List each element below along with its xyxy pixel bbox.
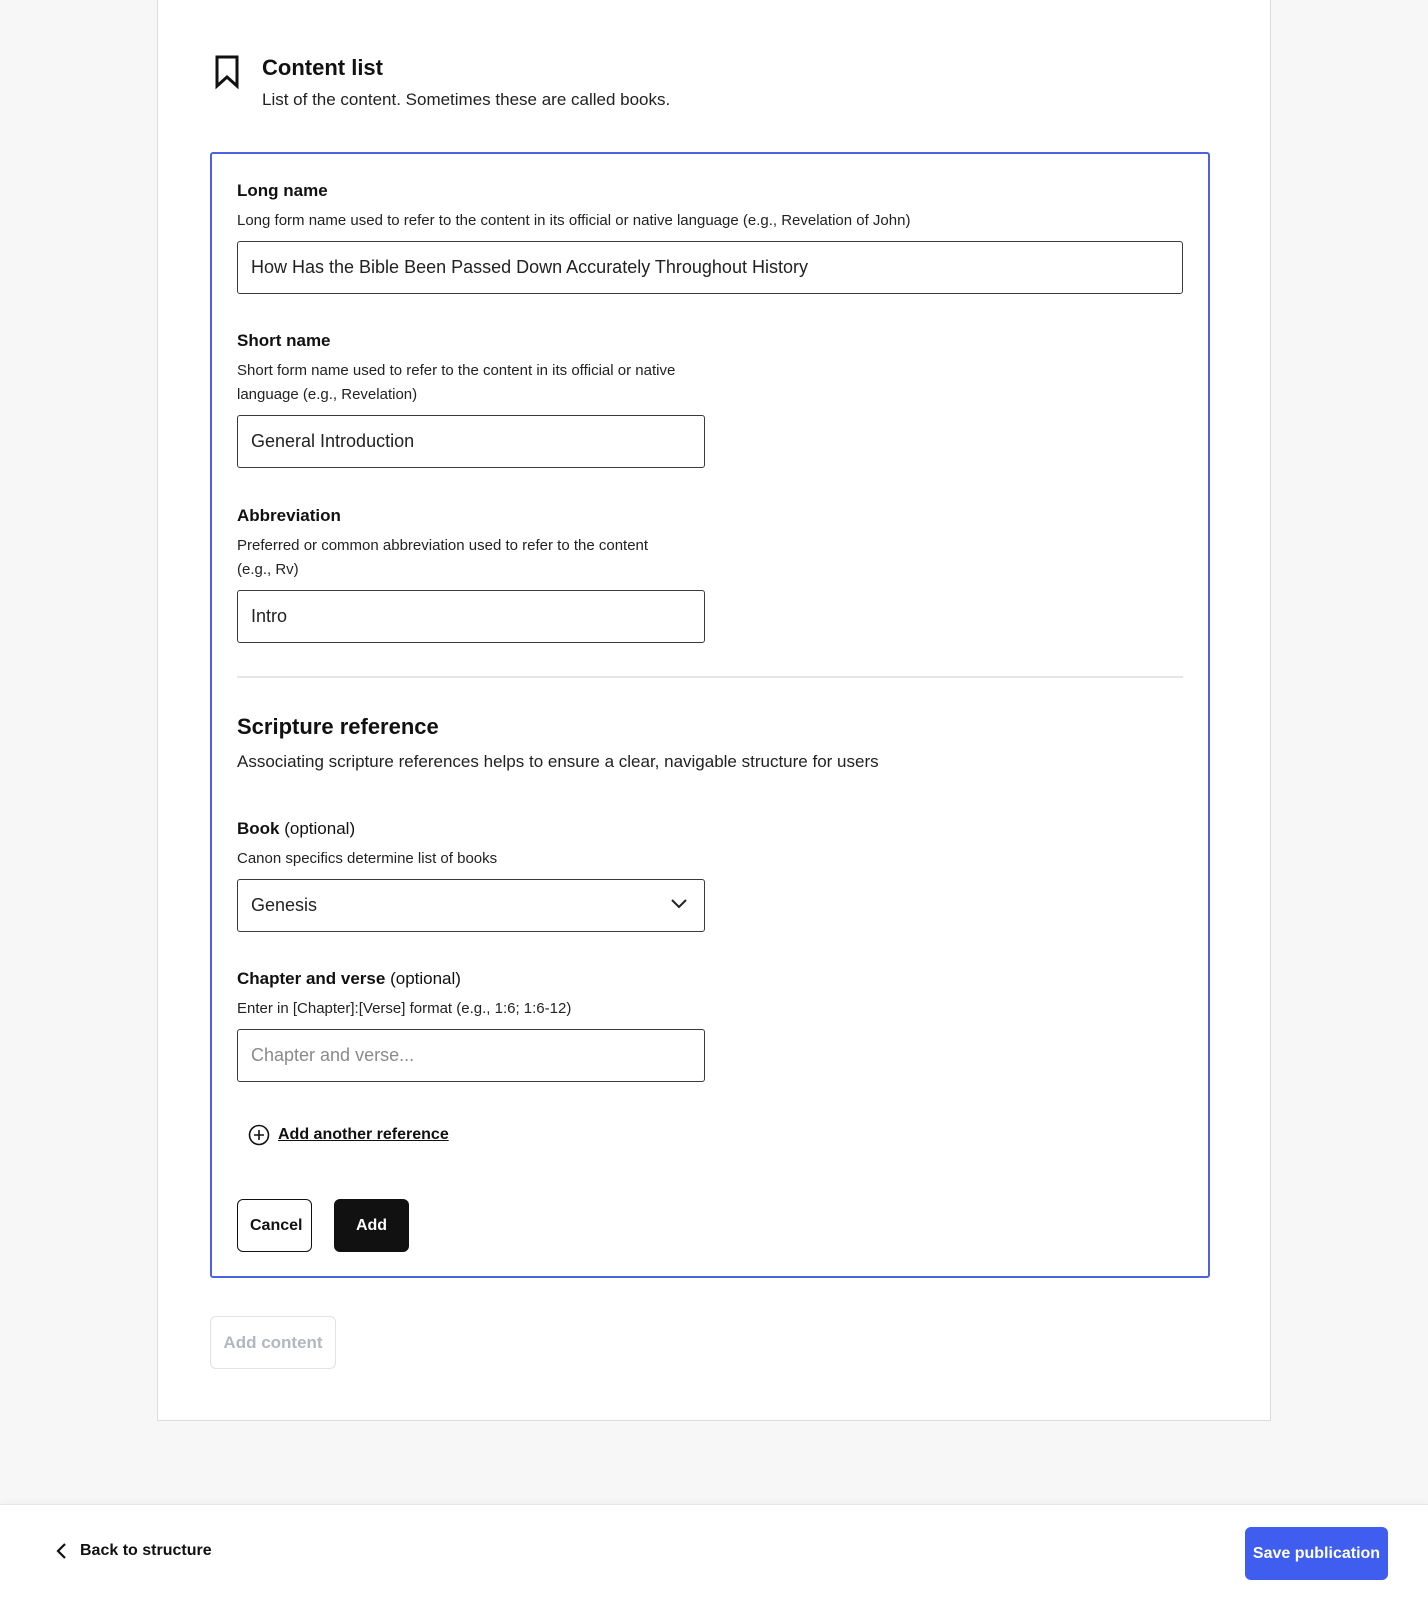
- book-label: [237, 818, 705, 840]
- scripture-reference-description: Associating scripture references helps to ensure a clear, navigable structure for users: [237, 752, 879, 771]
- book-help: Canon specifics determine list of books: [237, 850, 498, 867]
- short-name-label: Short name: [237, 331, 331, 350]
- book-field: [237, 818, 705, 932]
- plus-circle-icon: [248, 1124, 270, 1146]
- scripture-reference-title: Scripture reference: [237, 714, 439, 739]
- short-name-help-line2: language (e.g., Revelation): [237, 386, 418, 403]
- add-content-button[interactable]: Add content: [210, 1316, 336, 1369]
- section-description: List of the content. Sometimes these are called books.: [262, 90, 671, 109]
- book-optional-text: (optional): [284, 819, 356, 838]
- short-name-input[interactable]: [237, 415, 705, 468]
- chapter-verse-help: Enter in [Chapter]:[Verse] format (e.g., 1:6; 1:6-12): [237, 1000, 572, 1017]
- form-actions: [237, 1199, 409, 1252]
- chapter-verse-optional-text: (optional): [390, 969, 461, 988]
- save-publication-button[interactable]: Save publication: [1245, 1527, 1388, 1580]
- short-name-field: [237, 330, 705, 468]
- short-name-help: [237, 358, 705, 407]
- section-header: [213, 52, 670, 110]
- bookmark-icon: [213, 54, 241, 90]
- chapter-verse-field: [237, 968, 705, 1082]
- divider: [237, 676, 1183, 678]
- long-name-input[interactable]: [237, 241, 1183, 294]
- back-to-structure-link[interactable]: [55, 1542, 212, 1560]
- abbreviation-field: [237, 505, 705, 643]
- book-selected-value: Genesis: [251, 895, 318, 915]
- chapter-verse-input[interactable]: [237, 1029, 705, 1082]
- content-form: [210, 152, 1210, 1278]
- book-label-text: Book: [237, 819, 280, 838]
- book-select[interactable]: [237, 879, 705, 932]
- chapter-verse-label: [237, 968, 705, 990]
- long-name-help: Long form name used to refer to the content in its official or native language (e.g., Revelation of John): [237, 212, 911, 229]
- short-name-help-line1: Short form name used to refer to the content in its official or native: [237, 362, 676, 379]
- abbreviation-help-line1: Preferred or common abbreviation used to refer to the content: [237, 537, 649, 554]
- abbreviation-label: Abbreviation: [237, 506, 341, 525]
- content-list-card: [157, 0, 1271, 1421]
- abbreviation-input[interactable]: [237, 590, 705, 643]
- footer-bar: [0, 1504, 1428, 1600]
- long-name-label: Long name: [237, 181, 328, 200]
- cancel-button[interactable]: Cancel: [237, 1199, 312, 1252]
- add-another-reference-link[interactable]: [248, 1124, 449, 1146]
- chevron-left-icon: [55, 1542, 67, 1560]
- chevron-down-icon: [670, 898, 688, 910]
- abbreviation-help: [237, 533, 705, 582]
- back-to-structure-label: Back to structure: [80, 1542, 212, 1559]
- long-name-field: [237, 180, 1183, 294]
- add-button[interactable]: Add: [334, 1199, 409, 1252]
- add-another-reference-label: Add another reference: [278, 1126, 449, 1143]
- chapter-verse-label-text: Chapter and verse: [237, 969, 386, 988]
- section-title: Content list: [262, 55, 383, 80]
- abbreviation-help-line2: (e.g., Rv): [237, 561, 299, 578]
